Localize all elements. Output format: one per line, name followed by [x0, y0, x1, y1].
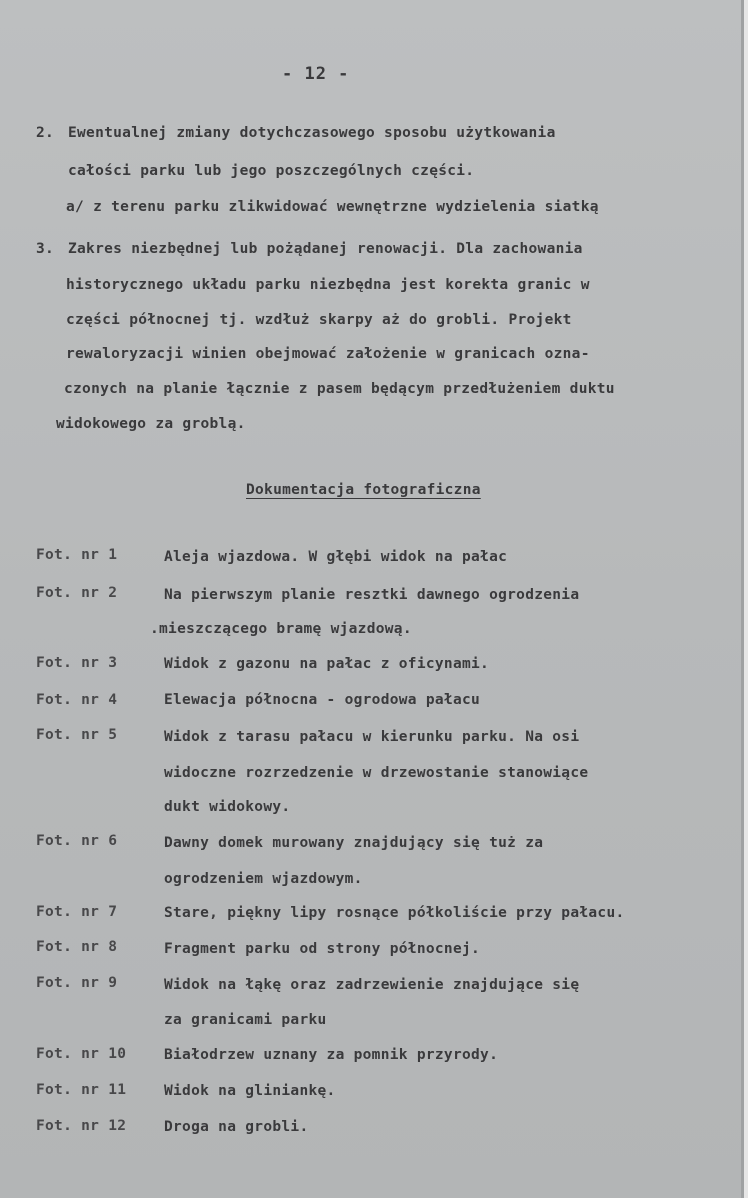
- section-2-line-3: a/ z terenu parku zlikwidować wewnętrzne wydzielenia siatką: [66, 199, 599, 215]
- page-number: - 12 -: [282, 64, 350, 84]
- photo-label-5: Fot. nr 5: [36, 727, 118, 743]
- photo-label-4: Fot. nr 4: [36, 692, 118, 708]
- photo-label-9: Fot. nr 9: [36, 975, 118, 991]
- photo-desc-6-line-1: Dawny domek murowany znajdujący się tuż za: [164, 835, 544, 851]
- photo-desc-8-line-1: Fragment parku od strony północnej.: [164, 941, 481, 957]
- photo-label-3: Fot. nr 3: [36, 655, 118, 671]
- photo-desc-5-line-3: dukt widokowy.: [164, 799, 291, 815]
- photo-desc-3-line-1: Widok z gazonu na pałac z oficynami.: [164, 656, 490, 672]
- photo-desc-12-line-1: Droga na grobli.: [164, 1119, 309, 1135]
- section-3-number: 3.: [36, 241, 55, 257]
- section-2-line-1: Ewentualnej zmiany dotychczasowego sposobu użytkowania: [68, 125, 556, 141]
- photo-label-6: Fot. nr 6: [36, 833, 118, 849]
- photo-desc-2-line-2: .mieszczącego bramę wjazdową.: [150, 621, 412, 637]
- photo-label-7: Fot. nr 7: [36, 904, 118, 920]
- photo-desc-4-line-1: Elewacja północna - ogrodowa pałacu: [164, 692, 481, 708]
- photo-label-10: Fot. nr 10: [36, 1046, 127, 1062]
- page-edge: [744, 0, 748, 1198]
- photo-desc-1-line-1: Aleja wjazdowa. W głębi widok na pałac: [164, 549, 508, 565]
- section-3-line-1: Zakres niezbędnej lub pożądanej renowacji. Dla zachowania: [68, 241, 583, 257]
- section-2-number: 2.: [36, 125, 55, 141]
- section-3-line-4: rewaloryzacji winien obejmować założenie w granicach ozna-: [66, 346, 590, 362]
- photo-desc-10-line-1: Białodrzew uznany za pomnik przyrody.: [164, 1047, 499, 1063]
- section-3-line-3: części północnej tj. wzdłuż skarpy aż do grobli. Projekt: [66, 312, 572, 328]
- photo-desc-2-line-1: Na pierwszym planie resztki dawnego ogrodzenia: [164, 587, 580, 603]
- photo-label-1: Fot. nr 1: [36, 547, 118, 563]
- photo-desc-9-line-1: Widok na łąkę oraz zadrzewienie znajdujące się: [164, 977, 580, 993]
- photo-desc-6-line-2: ogrodzeniem wjazdowym.: [164, 871, 363, 887]
- photo-label-2: Fot. nr 2: [36, 585, 118, 601]
- photo-desc-9-line-2: za granicami parku: [164, 1012, 327, 1028]
- photo-desc-11-line-1: Widok na gliniankę.: [164, 1083, 336, 1099]
- photo-desc-5-line-2: widoczne rozrzedzenie w drzewostanie stanowiące: [164, 765, 589, 781]
- section-3-line-5: czonych na planie łącznie z pasem będącym przedłużeniem duktu: [64, 381, 615, 397]
- section-2-line-2: całości parku lub jego poszczególnych części.: [68, 163, 475, 179]
- photo-desc-7-line-1: Stare, piękny lipy rosnące półkoliście przy pałacu.: [164, 905, 625, 921]
- photo-label-11: Fot. nr 11: [36, 1082, 127, 1098]
- photo-desc-5-line-1: Widok z tarasu pałacu w kierunku parku. Na osi: [164, 729, 580, 745]
- section-3-line-2: historycznego układu parku niezbędna jest korekta granic w: [66, 277, 590, 293]
- photo-label-8: Fot. nr 8: [36, 939, 118, 955]
- photo-documentation-heading: Dokumentacja fotograficzna: [246, 482, 481, 498]
- photo-label-12: Fot. nr 12: [36, 1118, 127, 1134]
- section-3-line-6: widokowego za groblą.: [56, 416, 246, 432]
